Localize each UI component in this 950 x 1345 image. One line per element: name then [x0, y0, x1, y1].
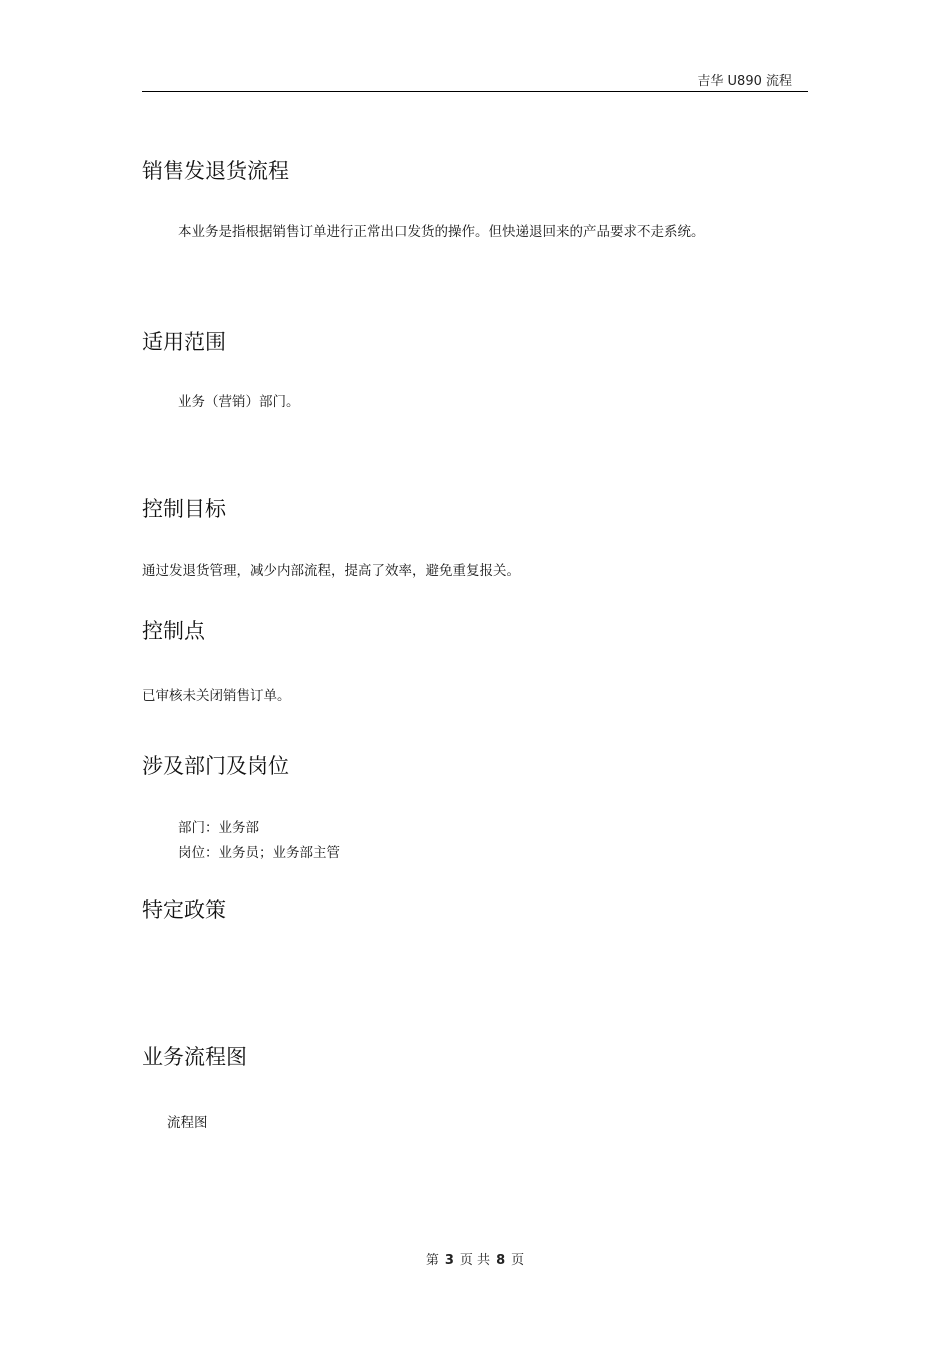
section-title-policy: 特定政策 — [142, 898, 226, 922]
section-title-flowchart: 业务流程图 — [142, 1045, 247, 1069]
department-line: 部门：业务部 — [178, 820, 259, 836]
position-line: 岗位：业务员；业务部主管 — [178, 845, 340, 861]
footer-suffix: 页 — [511, 1253, 525, 1268]
section-body-control-goal: 通过发退货管理，减少内部流程，提高了效率，避免重复报关。 — [142, 563, 520, 579]
footer-page-number: 3 — [444, 1253, 454, 1268]
header-divider — [142, 91, 808, 92]
section-title-scope: 适用范围 — [142, 330, 226, 354]
page-footer — [0, 1249, 950, 1268]
section-title-control-goal: 控制目标 — [142, 497, 226, 521]
section-body-control-point: 已审核未关闭销售订单。 — [142, 688, 291, 704]
footer-prefix: 第 — [425, 1253, 439, 1268]
page-header-title: 吉华 U890 流程 — [697, 74, 792, 89]
section-title-departments: 涉及部门及岗位 — [142, 754, 289, 778]
section-title-sales-flow: 销售发退货流程 — [142, 159, 289, 183]
footer-total-pages: 8 — [496, 1253, 506, 1268]
section-title-control-point: 控制点 — [142, 619, 205, 643]
section-body-scope: 业务（营销）部门。 — [178, 394, 300, 410]
footer-middle: 页 共 — [459, 1253, 491, 1268]
section-body-flowchart: 流程图 — [167, 1115, 208, 1131]
section-body-sales-flow: 本业务是指根据销售订单进行正常出口发货的操作。但快递退回来的产品要求不走系统。 — [178, 224, 705, 240]
